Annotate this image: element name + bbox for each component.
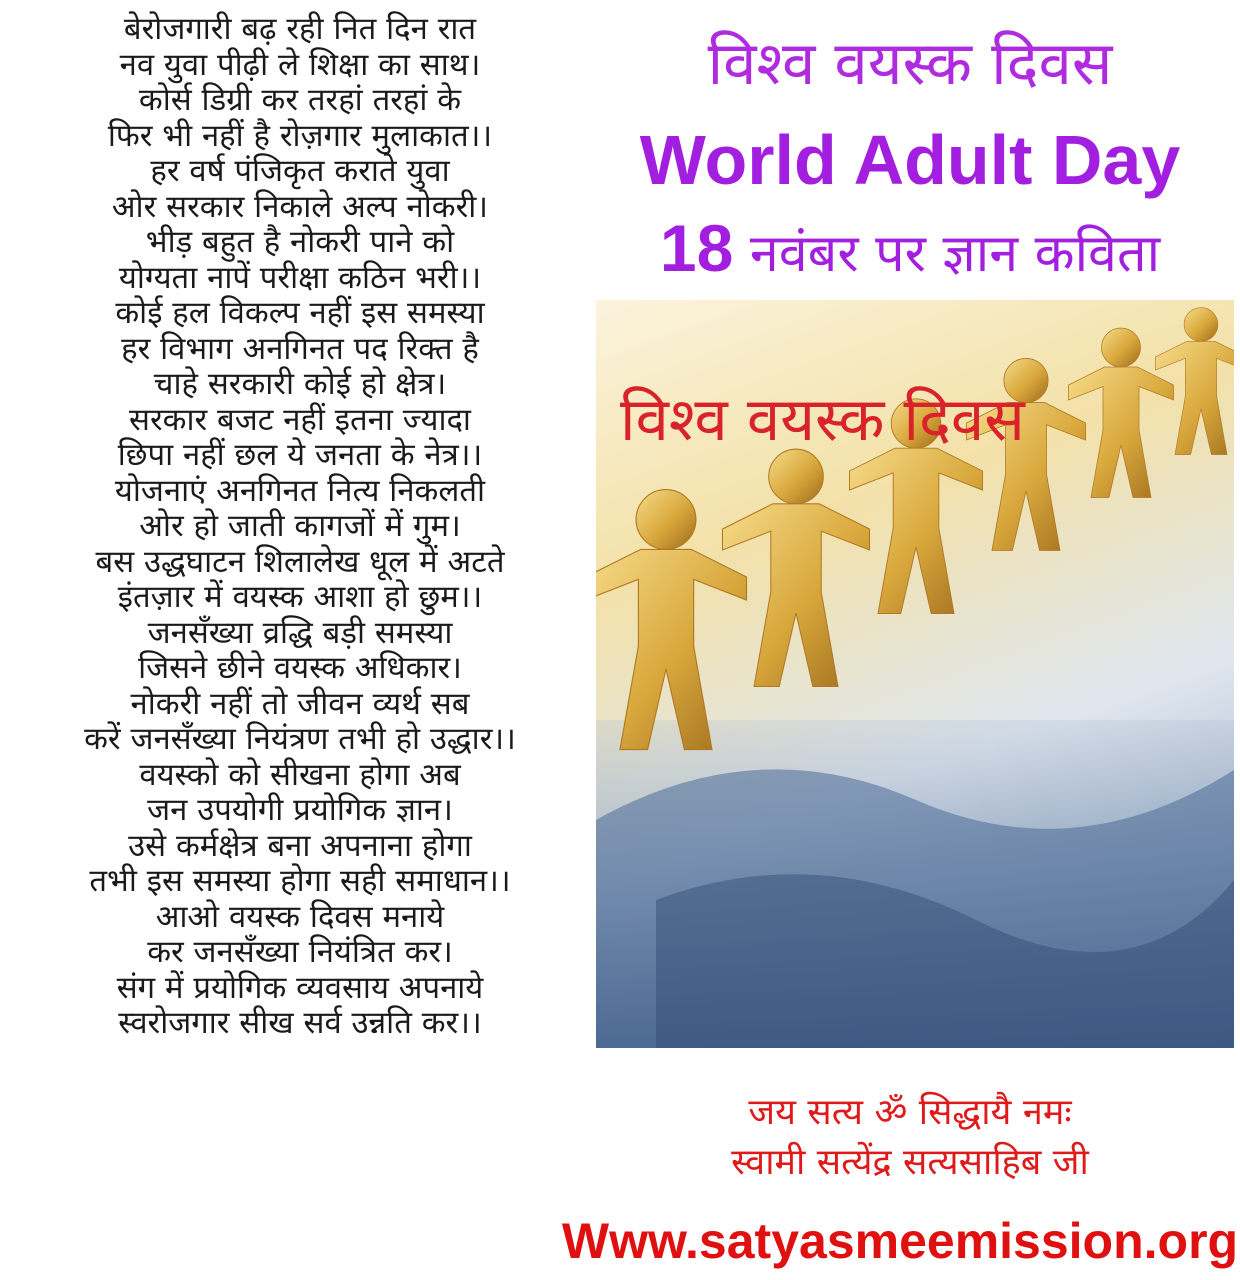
paper-chain-people-image bbox=[596, 300, 1234, 1048]
poem-line: कर जनसँख्या नियंत्रित कर। bbox=[147, 934, 453, 970]
poem-line: सरकार बजट नहीं इतना ज्यादा bbox=[129, 401, 471, 438]
poem-line: जनसँख्या व्रद्धि बड़ी समस्या bbox=[147, 614, 453, 651]
poem-line: ओर सरकार निकाले अल्प नोकरी। bbox=[111, 188, 489, 225]
blessing-line-1: जय सत्य ॐ सिद्धायै नमः bbox=[748, 1092, 1072, 1133]
poem-line: चाहे सरकारी कोई हो क्षेत्र। bbox=[153, 366, 447, 402]
poem-line: ओर हो जाती कागजों में गुम। bbox=[139, 508, 461, 544]
poem-line: जिसने छीने वयस्क अधिकार। bbox=[138, 650, 462, 686]
title-english: World Adult Day bbox=[639, 121, 1181, 199]
blessing-line-2: स्वामी सत्येंद्र सत्यसाहिब जी bbox=[731, 1142, 1089, 1183]
poem-line: कोर्स डिग्री कर तरहां तरहां के bbox=[138, 82, 462, 118]
poem-line: छिपा नहीं छल ये जनता के नेत्र।। bbox=[117, 437, 483, 473]
subtitle-text: नवंबर पर ज्ञान कविता bbox=[749, 224, 1161, 284]
poem-line: योजनाएं अनगिनत नित्य निकलती bbox=[114, 472, 486, 509]
poem-line: संग में प्रयोगिक व्यवसाय अपनाये bbox=[116, 969, 484, 1006]
website-link[interactable]: Www.satyasmeemission.org bbox=[561, 1213, 1239, 1269]
poem-line: इंतज़ार में वयस्क आशा हो छुम।। bbox=[117, 579, 483, 615]
poem-line: वयस्को को सीखना होगा अब bbox=[139, 756, 461, 793]
poem-line: नव युवा पीढ़ी ले शिक्षा का साथ। bbox=[119, 46, 481, 83]
poem-line: बस उद्धघाटन शिलालेख धूल में अटते bbox=[95, 543, 505, 580]
poem-line: हर वर्ष पंजिकृत कराते युवा bbox=[150, 153, 450, 189]
poem-line: करें जनसँख्या नियंत्रण तभी हो उद्धार।। bbox=[84, 721, 516, 757]
photo-caption: विश्व वयस्क दिवस bbox=[620, 385, 1025, 455]
poem-line: आओ वयस्क दिवस मनाये bbox=[155, 898, 445, 935]
poem-line: हर विभाग अनगिनत पद रिक्त है bbox=[121, 330, 479, 367]
poem-line: फिर भी नहीं है रोज़गार मुलाकात।। bbox=[107, 117, 493, 154]
poem bbox=[0, 12, 600, 1042]
poem-line: नोकरी नहीं तो जीवन व्यर्थ सब bbox=[130, 685, 470, 722]
title-hindi: विश्व वयस्क दिवस bbox=[707, 29, 1113, 99]
poem-line: बेरोजगारी बढ़ रही नित दिन रात bbox=[123, 11, 477, 47]
subtitle bbox=[580, 206, 1240, 296]
poem-line: योग्यता नापें परीक्षा कठिन भरी।। bbox=[118, 259, 482, 296]
subtitle-date-number: 18 bbox=[659, 211, 734, 285]
poem-line: उसे कर्मक्षेत्र बना अपनाना होगा bbox=[128, 827, 472, 864]
poem-line: जन उपयोगी प्रयोगिक ज्ञान। bbox=[147, 792, 453, 828]
poem-line: तभी इस समस्या होगा सही समाधान।। bbox=[89, 863, 511, 899]
blessing bbox=[600, 1088, 1220, 1188]
poem-line: स्वरोजगार सीख सर्व उन्नति कर।। bbox=[118, 1005, 482, 1041]
poem-line: कोई हल विकल्प नहीं इस समस्या bbox=[115, 295, 485, 331]
poem-line: भीड़ बहुत है नोकरी पाने को bbox=[145, 224, 455, 260]
